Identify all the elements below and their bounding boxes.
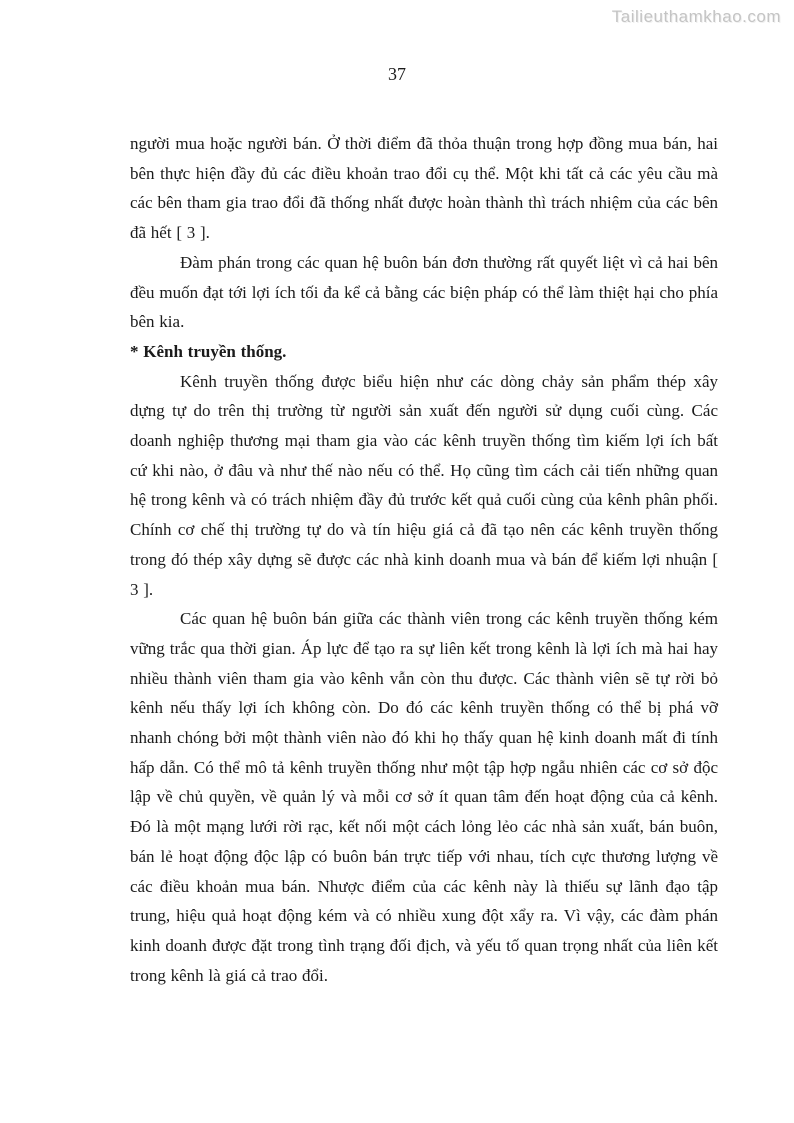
page-number: 37: [388, 64, 406, 84]
paragraph-traditional-channel-description: Kênh truyền thống được biểu hiện như các dòng chảy sản phẩm thép xây dựng tự do trên thị trường từ người sản xuất đến người sử dụng cuối cùng. Các doanh nghiệp thương mại tham gia vào các kênh truyền thống tìm kiếm lợi ích bất cứ khi nào, ở đâu và như thế nào nếu có thể. Họ cũng tìm cách cải tiến những quan hệ trong kênh và có trách nhiệm đầy đủ trước kết quả cuối cùng của kênh phân phối. Chính cơ chế thị trường tự do và tín hiệu giá cả đã tạo nên các kênh truyền thống trong đó thép xây dựng sẽ được các nhà kinh doanh mua và bán để kiếm lợi nhuận [ 3 ].: [130, 371, 718, 599]
watermark-site-label: Tailieuthamkhao.com: [611, 7, 781, 26]
section-heading-traditional-channel: * Kênh truyền thống.: [130, 341, 287, 361]
paragraph-channel-relationships: Các quan hệ buôn bán giữa các thành viên trong các kênh truyền thống kém vững trắc qua thời gian. Áp lực để tạo ra sự liên kết trong kênh là lợi ích mà hai hay nhiều thành viên tham gia vào kênh vẫn còn thu được. Các thành viên sẽ tự rời bỏ kênh nếu thấy lợi ích không còn. Do đó các kênh truyền thống có thể bị phá vỡ nhanh chóng bởi một thành viên nào đó khi họ thấy quan hệ kinh doanh mất đi tính hấp dẫn. Có thể mô tả kênh truyền thống như một tập hợp ngẫu nhiên các cơ sở độc lập về chủ quyền, về quản lý và mỗi cơ sở ít quan tâm đến hoạt động của cả kênh. Đó là một mạng lưới rời rạc, kết nối một cách lỏng lẻo các nhà sản xuất, bán buôn, bán lẻ hoạt động độc lập có buôn bán trực tiếp với nhau, tích cực thương lượng về các điều khoản mua bán. Nhược điểm của các kênh này là thiếu sự lãnh đạo tập trung, hiệu quả hoạt động kém và có nhiều xung đột xẩy ra. Vì vậy, các đàm phán kinh doanh được đặt trong tình trạng đối địch, và yếu tố quan trọng nhất của liên kết trong kênh là giá cả trao đổi.: [130, 609, 718, 985]
paragraph-contract-completion: người mua hoặc người bán. Ở thời điểm đã thỏa thuận trong hợp đồng mua bán, hai bên thực hiện đầy đủ các điều khoản trao đổi cụ thể. Một khi tất cả các yêu cầu mà các bên tham gia trao đổi đã thống nhất được hoàn thành thì trách nhiệm của các bên đã hết [ 3 ].: [130, 134, 718, 243]
document-body: [130, 129, 718, 990]
paragraph-negotiation: Đàm phán trong các quan hệ buôn bán đơn thường rất quyết liệt vì cả hai bên đều muốn đạt tới lợi ích tối đa kể cả bằng các biện pháp có thể làm thiệt hại cho phía bên kia.: [130, 252, 718, 332]
